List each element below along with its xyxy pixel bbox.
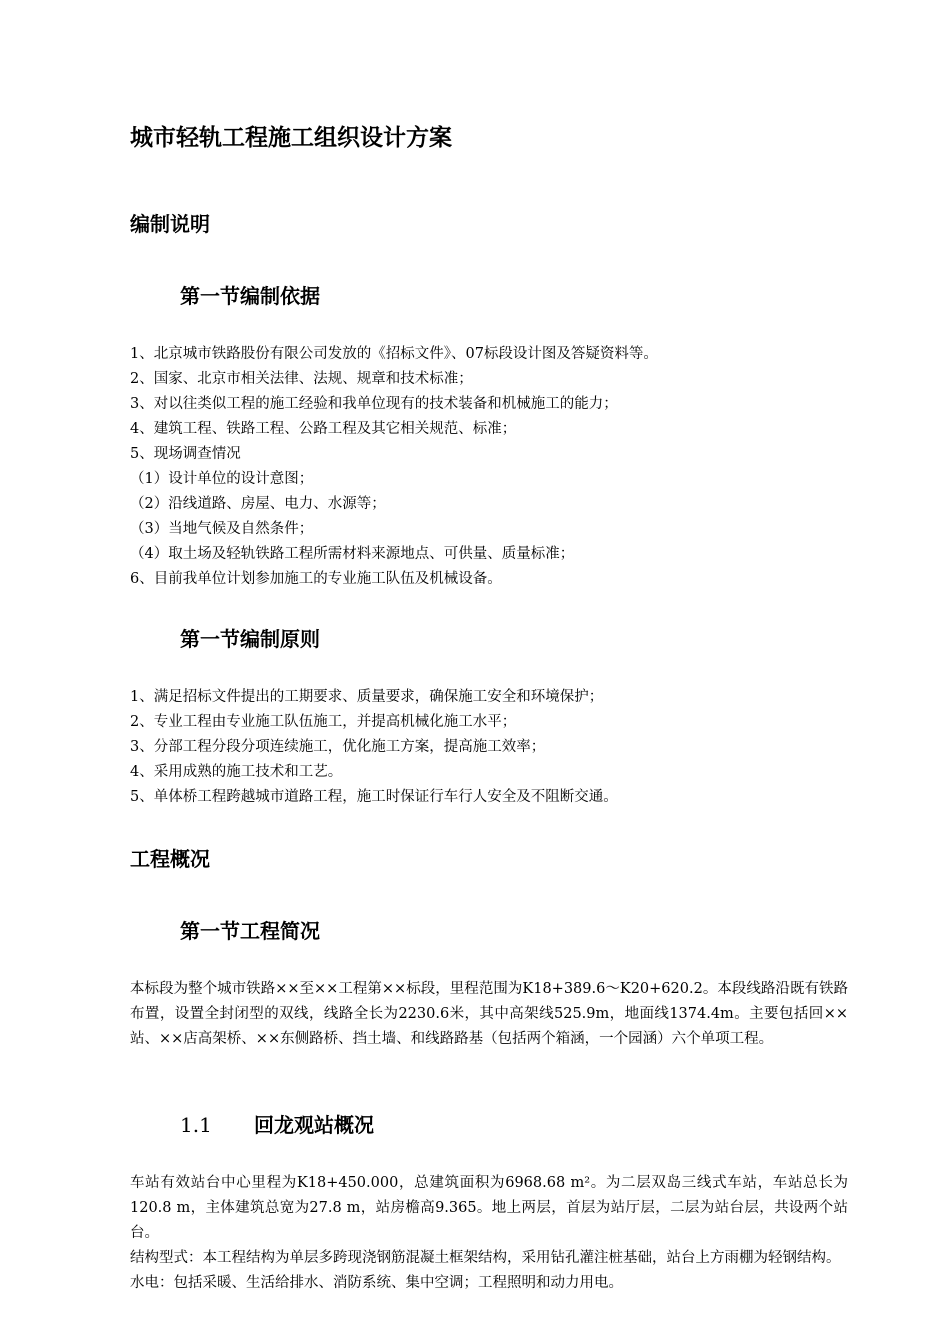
principles-list <box>130 685 850 810</box>
section-heading-basis: 第一节编制依据 <box>180 284 320 308</box>
chapter-heading-overview: 工程概况 <box>130 847 210 871</box>
station-paragraphs <box>130 1171 848 1296</box>
chapter-heading-compilation: 编制说明 <box>130 212 210 236</box>
list-item: （2）沿线道路、房屋、电力、水源等； <box>130 496 386 512</box>
paragraph-text: 结构型式：本工程结构为单层多跨现浇钢筋混凝土框架结构，采用钻孔灌注桩基础，站台上方雨棚为轻钢结构。 <box>130 1250 841 1266</box>
section-heading-brief: 第一节工程简况 <box>180 919 320 943</box>
list-item: 5、现场调查情况 <box>130 446 241 462</box>
list-item: 2、国家、北京市相关法律、法规、规章和技术标准； <box>130 371 473 387</box>
overview-paragraph <box>130 977 848 1052</box>
list-item: 5、单体桥工程跨越城市道路工程，施工时保证行车行人安全及不阻断交通。 <box>130 789 618 805</box>
paragraph-text: 车站有效站台中心里程为K18+450.000，总建筑面积为6968.68 m²。为二层双岛三线式车站，车站总长为120.8 m，主体建筑总宽为27.8 m，站房檐高9.365。地上两层，首层为站厅层，二层为站台层，共设两个站台。 <box>130 1175 848 1241</box>
section-heading-principles: 第一节编制原则 <box>180 627 320 651</box>
list-item: 1、北京城市铁路股份有限公司发放的《招标文件》、07标段设计图及答疑资料等。 <box>130 346 658 362</box>
document-title: 城市轻轨工程施工组织设计方案 <box>130 124 452 151</box>
paragraph-text: 水电：包括采暖、生活给排水、消防系统、集中空调；工程照明和动力用电。 <box>130 1275 623 1291</box>
subsection-heading-station <box>180 1111 374 1139</box>
list-item: 2、专业工程由专业施工队伍施工，并提高机械化施工水平； <box>130 714 517 730</box>
paragraph-text: 本标段为整个城市铁路××至××工程第××标段，里程范围为K18+389.6～K20+620.2。本段线路沿既有铁路布置，设置全封闭型的双线，线路全长为2230.6米，其中高架线525.9m，地面线1374.4m。主要包括回××站、××店高架桥、××东侧路桥、挡土墙、和线路路基（包括两个箱涵，一个园涵）六个单项工程。 <box>130 981 848 1047</box>
list-item: （4）取土场及轻轨铁路工程所需材料来源地点、可供量、质量标准； <box>130 546 575 562</box>
subsection-number: 1.1 <box>180 1113 212 1137</box>
subsection-title: 回龙观站概况 <box>254 1113 374 1137</box>
list-item: 3、分部工程分段分项连续施工，优化施工方案，提高施工效率； <box>130 739 546 755</box>
list-item: （1）设计单位的设计意图； <box>130 471 314 487</box>
list-item: 4、采用成熟的施工技术和工艺。 <box>130 764 343 780</box>
list-item: 6、目前我单位计划参加施工的专业施工队伍及机械设备。 <box>130 571 502 587</box>
list-item: 4、建筑工程、铁路工程、公路工程及其它相关规范、标准； <box>130 421 517 437</box>
list-item: （3）当地气候及自然条件； <box>130 521 314 537</box>
list-item: 1、满足招标文件提出的工期要求、质量要求，确保施工安全和环境保护； <box>130 689 604 705</box>
list-item: 3、对以往类似工程的施工经验和我单位现有的技术装备和机械施工的能力； <box>130 396 618 412</box>
basis-list <box>130 342 850 592</box>
